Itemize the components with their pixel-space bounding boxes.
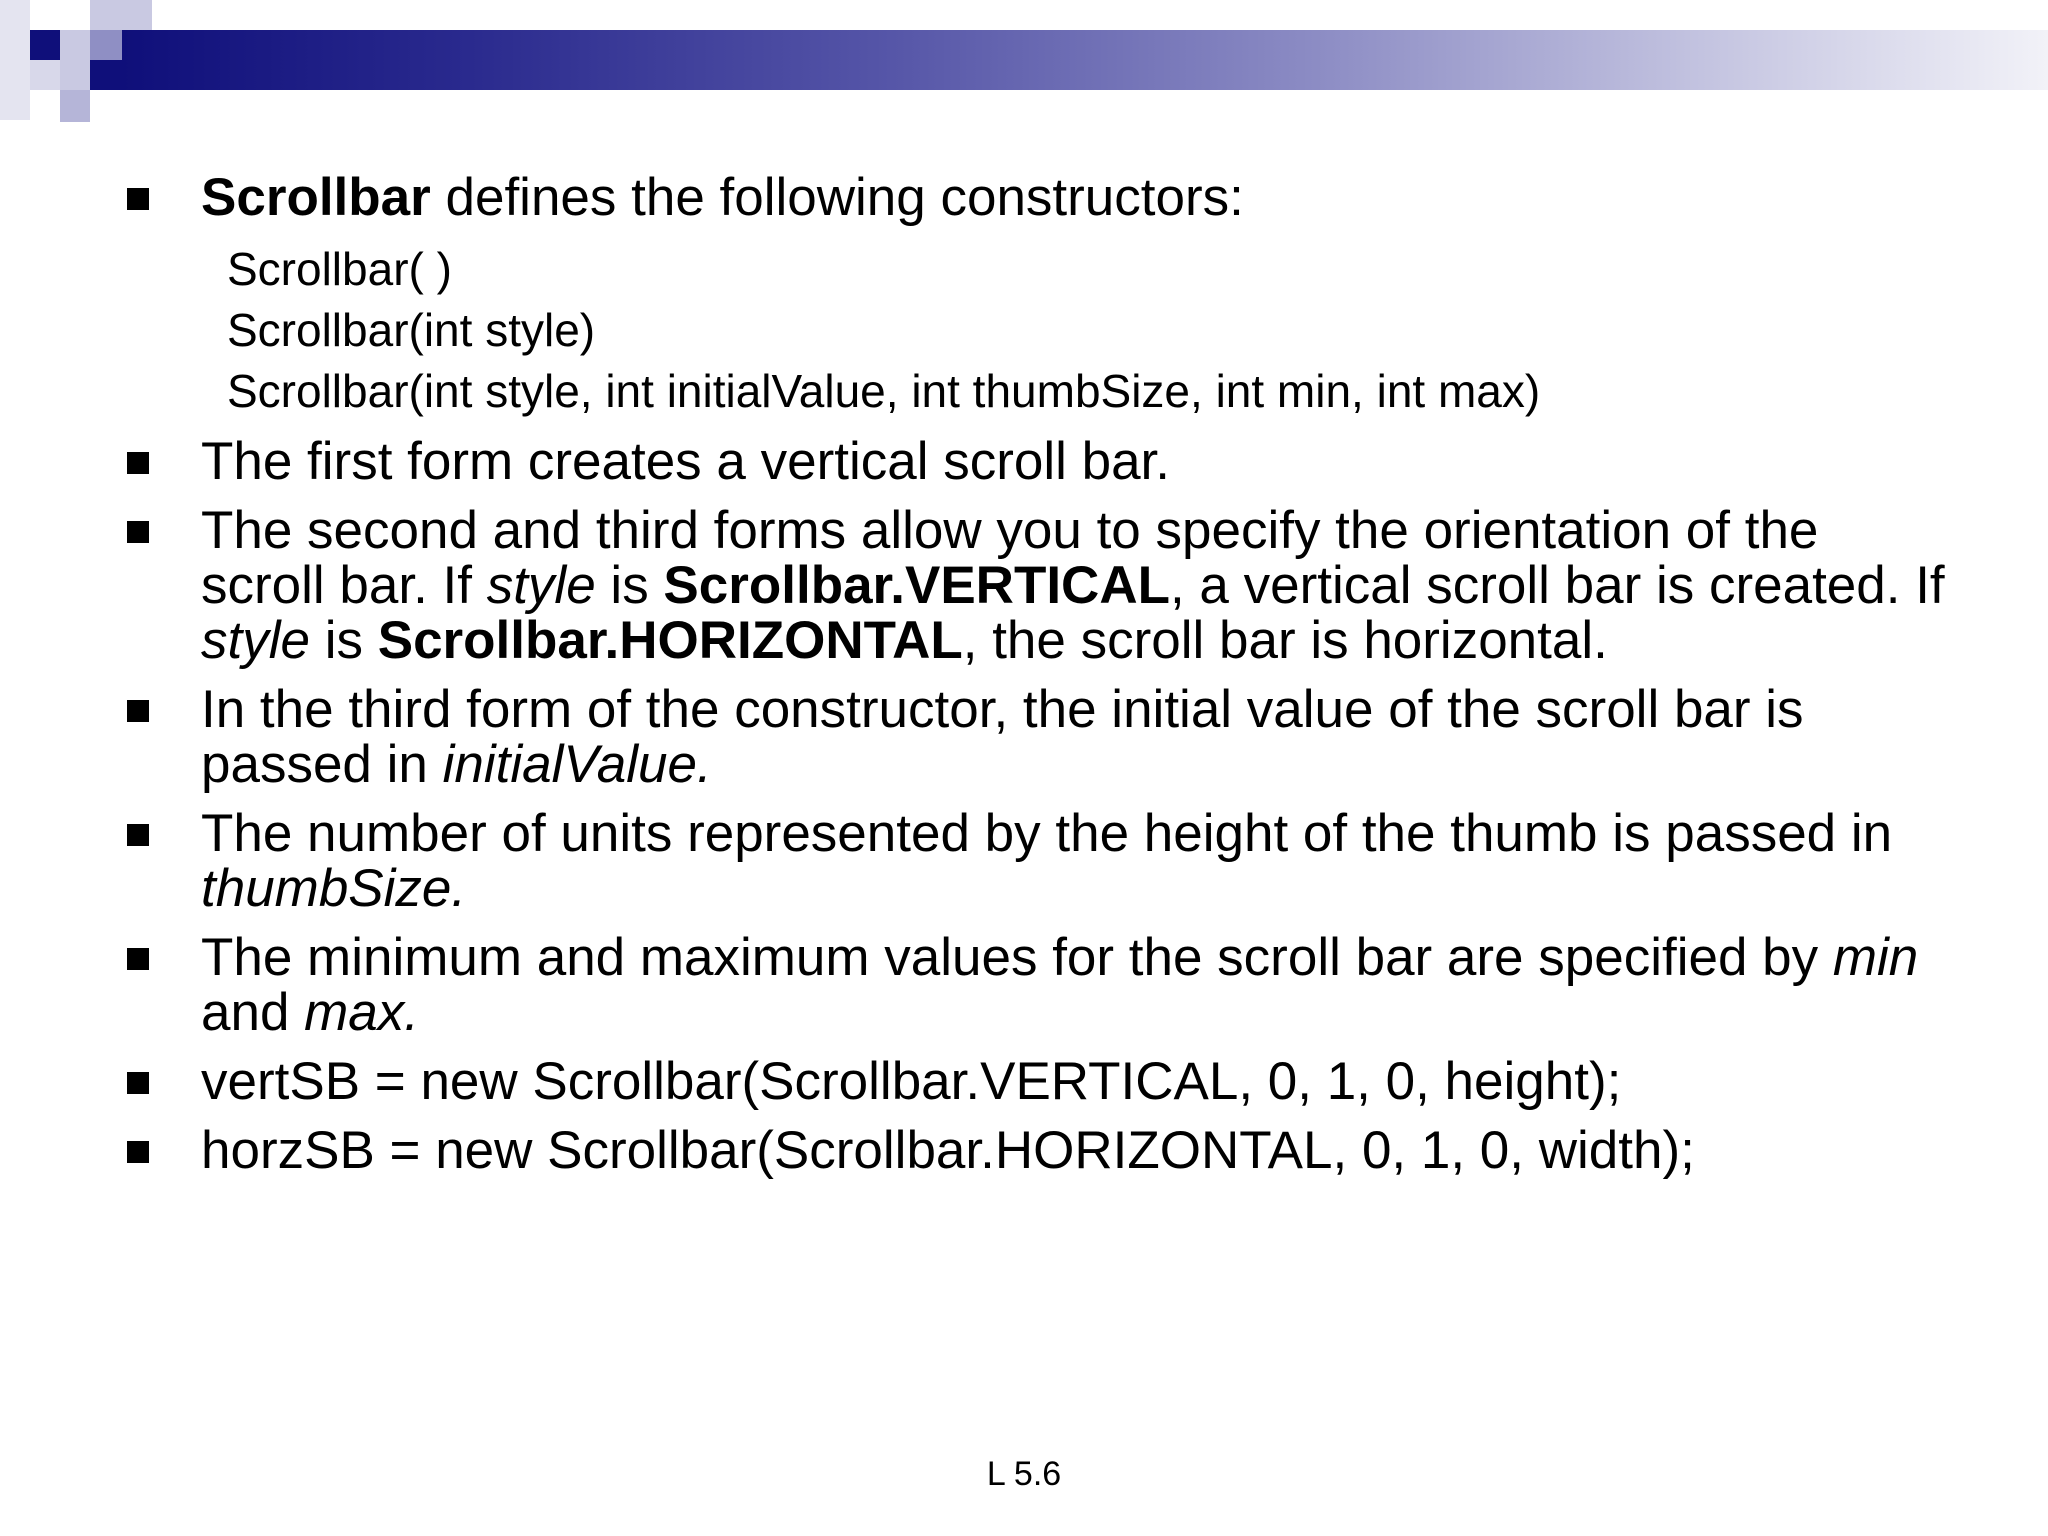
bullet-text: defines the following constructors: <box>430 168 1244 227</box>
decor-square <box>60 60 90 90</box>
bullet-item <box>125 1123 1945 1178</box>
decor-square <box>30 30 60 60</box>
decor-square <box>0 0 30 120</box>
constructor-item: Scrollbar(int style, int initialValue, int thumbSize, int min, int max) <box>227 365 1541 417</box>
bullet-text: The second and third forms allow you to specify the orientation of the scroll bar. If <box>201 501 1819 615</box>
square-bullet-icon <box>127 521 149 543</box>
decor-square <box>90 30 122 60</box>
square-bullet-icon <box>127 824 149 846</box>
bullet-item <box>125 503 1945 668</box>
decor-square <box>90 60 122 90</box>
constructor-item: Scrollbar(int style) <box>227 304 596 356</box>
slide-content <box>125 170 1945 1192</box>
bullet-text: The number of units represented by the height of the thumb is passed in <box>201 804 1893 863</box>
bullet-item <box>125 682 1945 792</box>
bullet-text: vertSB = new Scrollbar(Scrollbar.VERTICAL, 0, 1, 0, height); <box>201 1052 1622 1111</box>
bullet-item <box>125 1054 1945 1109</box>
bullet-text: is <box>595 556 664 615</box>
constructor-list <box>227 239 1945 422</box>
square-bullet-icon <box>127 452 149 474</box>
bullet-bold-text: Scrollbar.VERTICAL <box>663 556 1170 615</box>
bullet-italic-text: min <box>1832 928 1919 987</box>
slide-footer-label: L 5.6 <box>986 1455 1062 1493</box>
bullet-text: , a vertical scroll bar is created. If <box>1169 556 1945 615</box>
square-bullet-icon <box>127 1141 149 1163</box>
bullet-item <box>125 434 1945 489</box>
square-bullet-icon <box>127 700 149 722</box>
bullet-text: is <box>309 611 378 670</box>
square-bullet-icon <box>127 188 149 210</box>
constructor-item: Scrollbar( ) <box>227 243 452 295</box>
bullet-text: In the third form of the constructor, the initial value of the scroll bar is passed in <box>201 680 1804 794</box>
bullet-text: and <box>201 983 305 1042</box>
bullet-bold-text: Scrollbar <box>201 168 431 227</box>
bullet-item <box>125 930 1945 1040</box>
bullet-bold-text: Scrollbar.HORIZONTAL <box>377 611 963 670</box>
bullet-text: horzSB = new Scrollbar(Scrollbar.HORIZONTAL, 0, 1, 0, width); <box>201 1121 1695 1180</box>
square-bullet-icon <box>127 1072 149 1094</box>
bullet-italic-text: style <box>486 556 596 615</box>
bullet-item <box>125 170 1945 225</box>
bullet-text: The first form creates a vertical scroll bar. <box>201 432 1171 491</box>
bullet-item <box>125 806 1945 916</box>
bullet-italic-text: max. <box>304 983 420 1042</box>
decor-square <box>60 90 90 122</box>
bullet-italic-text: initialValue. <box>442 735 712 794</box>
decor-square <box>90 0 152 30</box>
bullet-text: The minimum and maximum values for the scroll bar are specified by <box>201 928 1833 987</box>
square-bullet-icon <box>127 948 149 970</box>
decor-square <box>30 60 60 90</box>
bullet-italic-text: style <box>201 611 310 670</box>
header-gradient-bar <box>122 30 2048 90</box>
bullet-italic-text: thumbSize. <box>201 859 467 918</box>
decor-square <box>30 0 60 30</box>
bullet-text: , the scroll bar is horizontal. <box>962 611 1608 670</box>
decor-square <box>60 30 90 60</box>
